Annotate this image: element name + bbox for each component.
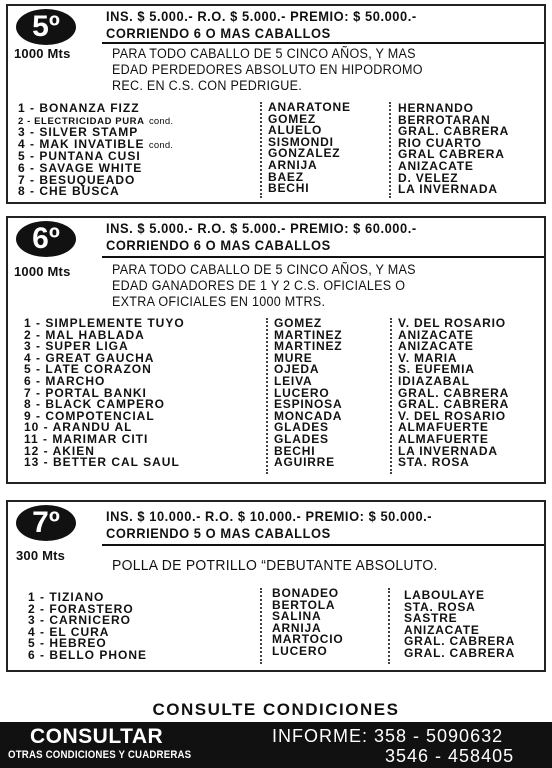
list-item: SALINA <box>272 609 322 624</box>
list-item: 1 - BONANZA FIZZ <box>18 101 140 115</box>
list-item: 7 - PORTAL BANKI <box>24 385 147 400</box>
jockey-list <box>272 588 344 658</box>
list-item: MONCADA <box>274 408 343 423</box>
race-number-badge: 7º <box>16 505 76 541</box>
list-item: AGUIRRE <box>274 455 335 470</box>
list-item: 6 - SAVAGE WHITE <box>18 160 143 175</box>
race-number-badge: 5º <box>16 9 76 45</box>
column-divider <box>388 588 390 664</box>
column-divider <box>389 102 391 198</box>
list-item: 5 - HEBREO <box>28 636 107 651</box>
list-item: GRAL CABRERA <box>398 147 505 162</box>
consulte-condiciones-heading: CONSULTE CONDICIONES <box>152 700 400 719</box>
list-item: ANIZACATE <box>398 327 474 342</box>
list-item: BERROTARAN <box>398 112 491 127</box>
divider <box>102 256 544 258</box>
origin-list <box>404 590 515 660</box>
list-item: V. MARIA <box>398 350 458 365</box>
race-conditions <box>112 558 506 574</box>
cond-note: cond. <box>148 139 174 151</box>
list-item: SISMONDI <box>268 134 334 149</box>
list-item: LA INVERNADA <box>398 182 498 197</box>
list-item: 3 - SILVER STAMP <box>18 125 139 140</box>
race-distance: 1000 Mts <box>14 46 71 61</box>
list-item: V. DEL ROSARIO <box>398 408 506 423</box>
list-item: IDIAZABAL <box>398 373 470 388</box>
race-conditions <box>112 46 506 94</box>
second-phone: 3546 - 458405 <box>385 746 515 766</box>
condition-line: EXTRA OFICIALES EN 1000 MTRS. <box>112 294 326 309</box>
list-item: GRAL. CABRERA <box>398 385 510 400</box>
list-item: ANIZACATE <box>398 339 474 354</box>
list-item: GONZALEZ <box>268 146 341 161</box>
list-item: LUCERO <box>274 385 330 400</box>
list-item: 2 - ELECTRICIDAD PURA cond. <box>18 115 174 127</box>
list-item: ARNIJA <box>268 157 318 172</box>
condition-line: POLLA DE POTRILLO “DEBUTANTE ABSOLUTO. <box>112 557 438 574</box>
column-divider <box>260 588 262 664</box>
race-fees-header <box>106 8 503 42</box>
list-item: 10 - ARANDU AL <box>24 420 133 435</box>
list-item: GLADES <box>274 431 329 446</box>
list-item: 3 - SUPER LIGA <box>24 339 129 354</box>
list-item: LABOULAYE <box>404 588 485 602</box>
list-item: 13 - BETTER CAL SAUL <box>24 455 180 470</box>
list-item: ALMAFUERTE <box>398 420 489 435</box>
list-item: BERTOLA <box>272 597 336 612</box>
list-item: STA. ROSA <box>398 455 470 470</box>
list-item: LUCERO <box>272 643 328 658</box>
list-item: GOMEZ <box>268 111 316 126</box>
race-fees-header <box>106 220 503 254</box>
divider <box>102 42 544 44</box>
otras-condiciones-label: OTRAS CONDICIONES Y CUADRERAS <box>8 749 192 761</box>
list-item: STA. ROSA <box>404 599 476 614</box>
footer-contact-bar <box>0 722 552 768</box>
list-item: 12 - AKIEN <box>24 443 95 458</box>
list-item: SASTRE <box>404 611 458 626</box>
horse-list <box>24 318 270 469</box>
list-item: OJEDA <box>274 362 320 377</box>
list-item: RIO CUARTO <box>398 135 482 150</box>
list-item: 2 - MAL HABLADA <box>24 327 145 342</box>
list-item: ESPINOSA <box>274 397 343 412</box>
list-item: 4 - EL CURA <box>28 624 110 639</box>
list-item: 7 - BESUQUEADO <box>18 172 136 187</box>
origin-list <box>398 103 509 196</box>
list-item: MARTINEZ <box>274 339 343 354</box>
condition-line: EDAD PERDEDORES ABSOLUTO EN HIPODROMO <box>112 62 423 77</box>
race-conditions <box>112 262 506 310</box>
list-item: 6 - BELLO PHONE <box>28 647 148 662</box>
origin-list <box>398 318 509 469</box>
list-item: 11 - MARIMAR CITI <box>24 431 149 446</box>
list-item: MARTINEZ <box>274 327 343 342</box>
list-item: GRAL. CABRERA <box>404 645 516 660</box>
list-item: GRAL. CABRERA <box>398 124 510 139</box>
list-item: BONADEO <box>272 586 339 600</box>
fees-line: INS. $ 5.000.- R.O. $ 5.000.- PREMIO: $ 60.000.- <box>106 220 417 236</box>
race-5-panel <box>6 4 546 204</box>
consultar-label: CONSULTAR <box>30 725 164 748</box>
corriendo-line: CORRIENDO 6 O MAS CABALLOS <box>106 237 331 253</box>
list-item: 1 - TIZIANO <box>28 590 105 604</box>
list-item: ANIZACATE <box>398 158 474 173</box>
list-item: HERNANDO <box>398 101 474 115</box>
list-item: MURE <box>274 350 313 365</box>
list-item: S. EUFEMIA <box>398 362 475 377</box>
list-item: 5 - PUNTANA CUSI <box>18 149 141 164</box>
list-item: LA INVERNADA <box>398 443 498 458</box>
jockey-list <box>274 318 342 469</box>
list-item: GOMEZ <box>274 316 322 330</box>
list-item: BECHI <box>274 443 316 458</box>
column-divider <box>266 318 268 474</box>
list-item: GRAL. CABRERA <box>404 634 516 649</box>
list-item: 8 - BLACK CAMPERO <box>24 397 166 412</box>
race-distance: 300 Mts <box>16 548 66 563</box>
list-item: ANIZACATE <box>404 622 480 637</box>
list-item: 4 - MAK INVATIBLE cond. <box>18 136 174 151</box>
corriendo-line: CORRIENDO 6 O MAS CABALLOS <box>106 25 331 41</box>
race-6-panel <box>6 216 546 484</box>
race-distance: 1000 Mts <box>14 264 71 279</box>
horse-list <box>18 103 264 198</box>
fees-line: INS. $ 5.000.- R.O. $ 5.000.- PREMIO: $ 50.000.- <box>106 8 417 24</box>
divider <box>102 544 544 546</box>
informe-phone: INFORME: 358 - 5090632 <box>272 726 504 746</box>
list-item: BAEZ <box>268 169 304 184</box>
list-item: BECHI <box>268 181 310 196</box>
list-item: 6 - MARCHO <box>24 373 106 388</box>
condition-line: EDAD GANADORES DE 1 Y 2 C.S. OFICIALES O <box>112 278 406 293</box>
fees-line: INS. $ 10.000.- R.O. $ 10.000.- PREMIO: $ 50.000.- <box>106 508 433 524</box>
list-item: 2 - FORASTERO <box>28 601 134 616</box>
jockey-list <box>268 102 351 195</box>
list-item: GRAL. CABRERA <box>398 397 510 412</box>
list-item: 5 - LATE CORAZON <box>24 362 152 377</box>
race-fees-header <box>106 508 503 542</box>
column-divider <box>260 102 262 198</box>
list-item: V. DEL ROSARIO <box>398 316 506 330</box>
list-item: 8 - CHE BUSCA <box>18 184 120 199</box>
column-divider <box>390 318 392 474</box>
list-item: 1 - SIMPLEMENTE TUYO <box>24 316 185 330</box>
horse-list <box>28 592 274 662</box>
list-item: ALMAFUERTE <box>398 431 489 446</box>
list-item: ARNIJA <box>272 620 322 635</box>
list-item: 9 - COMPOTENCIAL <box>24 408 155 423</box>
list-item: 3 - CARNICERO <box>28 613 132 628</box>
list-item: ANARATONE <box>268 100 351 114</box>
list-item: GLADES <box>274 420 329 435</box>
condition-line: PARA TODO CABALLO DE 5 CINCO AÑOS, Y MAS <box>112 46 416 61</box>
race-number-badge: 6º <box>16 221 76 257</box>
cond-note: cond. <box>148 115 174 127</box>
list-item: MARTOCIO <box>272 632 344 647</box>
corriendo-line: CORRIENDO 5 O MAS CABALLOS <box>106 525 331 541</box>
list-item: LEIVA <box>274 373 313 388</box>
condition-line: REC. EN C.S. CON PEDRIGUE. <box>112 78 303 93</box>
list-item: ALUELO <box>268 123 323 138</box>
race-7-panel <box>6 500 546 672</box>
list-item: 4 - GREAT GAUCHA <box>24 350 155 365</box>
condition-line: PARA TODO CABALLO DE 5 CINCO AÑOS, Y MAS <box>112 262 416 277</box>
list-item: D. VELEZ <box>398 170 459 185</box>
